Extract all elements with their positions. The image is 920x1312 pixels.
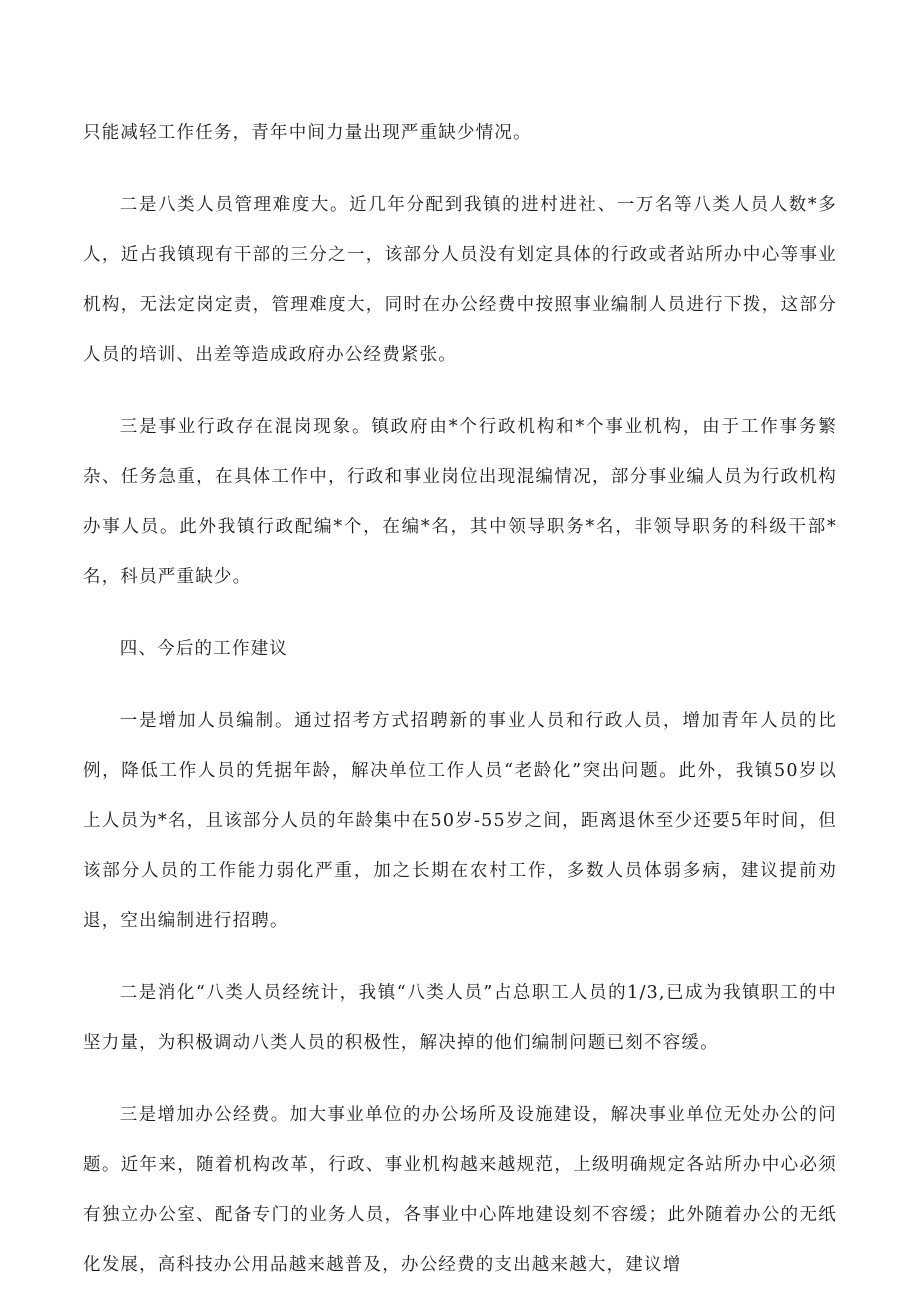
document-body [83,108,837,1312]
paragraph-increase-office-funds: 三是增加办公经费。加大事业单位的办公场所及设施建设，解决事业单位无处办公的问题。近年来，随着机构改革，行政、事业机构越来越规范，上级明确规定各站所办中心必须有独立办公室、配备专门的业务人员，各事业中心阵地建设刻不容缓；此外随着办公的无纸化发展，高科技办公用品越来越普及，办公经费的支出越来越大，建议增 [83,1105,837,1275]
paragraph-mixed-posts: 三是事业行政存在混岗现象。镇政府由*个行政机构和*个事业机构，由于工作事务繁杂、任务急重，在具体工作中，行政和事业岗位出现混编情况，部分事业编人员为行政机构办事人员。此外我镇行政配编*个，在编*名，其中领导职务*名，非领导职务的科级干部*名，科员严重缺少。 [83,417,837,587]
paragraph-increase-staffing: 一是增加人员编制。通过招考方式招聘新的事业人员和行政人员，增加青年人员的比例，降低工作人员的凭据年龄，解决单位工作人员“老龄化”突出问题。此外，我镇50岁以上人员为*名，且该部分人员的年龄集中在50岁-55岁之间，距离退休至少还要5年时间，但该部分人员的工作能力弱化严重，加之长期在农村工作，多数人员体弱多病，建议提前劝退，空出编制进行招聘。 [83,711,837,931]
paragraph-eight-categories-management: 二是八类人员管理难度大。近几年分配到我镇的进村进社、一万名等八类人员人数*多人，近占我镇现有干部的三分之一，该部分人员没有划定具体的行政或者站所办中心等事业机构，无法定岗定责，管理难度大，同时在办公经费中按照事业编制人员进行下拨，这部分人员的培训、出差等造成政府办公经费紧张。 [83,195,837,365]
paragraph-absorb-eight-categories: 二是消化“八类人员经统计，我镇“八类人员”占总职工人员的1/3,已成为我镇职工的中坚力量，为积极调动八类人员的积极性，解决掉的他们编制问题已刻不容缓。 [83,983,837,1053]
section-heading-work-suggestions: 四、今后的工作建议 [119,639,289,659]
paragraph-continuation: 只能减轻工作任务，青年中间力量出现严重缺少情况。 [83,123,532,143]
